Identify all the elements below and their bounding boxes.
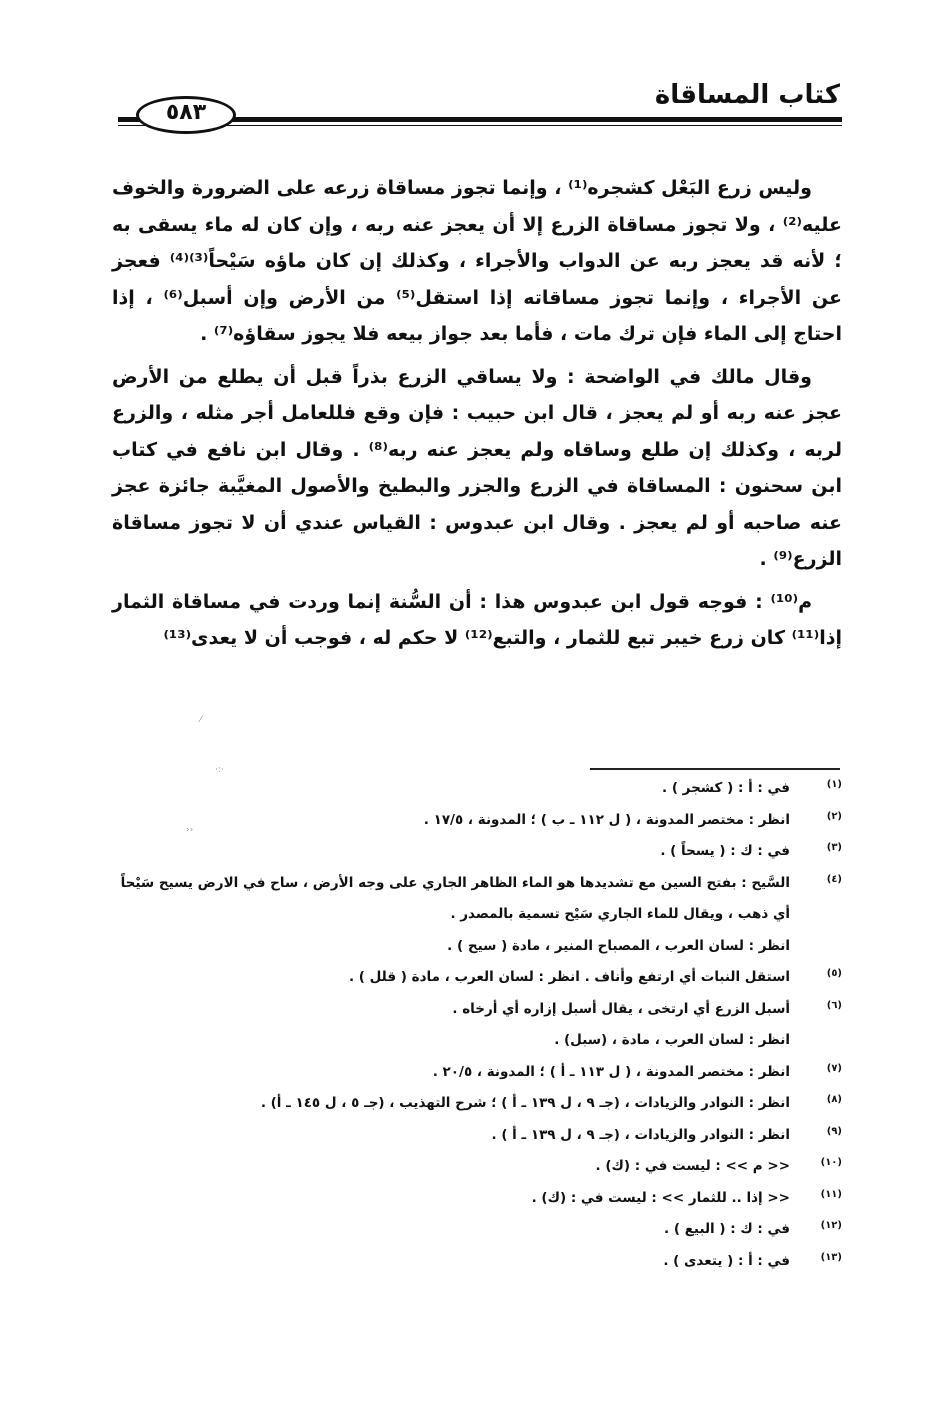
footnote-text: انظر : مختصر المدونة ، ( ل ١١٣ ـ أ ) ؛ المدونة ، ٢٠/٥ .: [432, 1063, 790, 1080]
footnote-text: انظر : مختصر المدونة ، ( ل ١١٢ ـ ب ) ؛ المدونة ، ١٧/٥ .: [423, 811, 790, 828]
page-number: ٥٨٣: [165, 100, 207, 125]
footnote-number: (٤): [826, 873, 842, 885]
footnote-number: (٣): [826, 842, 842, 853]
footnote-text: أسبل الزرع أي ارتخى ، يقال أسبل إزاره أي أرخاه .: [452, 1000, 790, 1017]
paragraph: م⁽¹⁰⁾ : فوجه قول ابن عبدوس هذا : أن السُّنة إنما وردت في مساقاة الثمار إذا⁽¹¹⁾ كان زرع خيبر تبع للثمار ، والتبع⁽¹²⁾ لا حكم له ، فوجب أن لا يعدى⁽¹³⁾: [112, 590, 842, 649]
footnote-number: (١): [826, 779, 842, 790]
footnote-number: (٥): [826, 968, 842, 979]
footnote-text: انظر : النوادر والزيادات ، (جـ ٩ ، ل ١٣٩ ـ أ ) ؛ شرح التهذيب ، (جـ ٥ ، ل ١٤٥ ـ أ) .: [260, 1095, 790, 1111]
footnote-number: (٧): [826, 1062, 842, 1074]
footnotes: [112, 773, 842, 1277]
footnote-text: استقل النبات أي ارتفع وأناف . انظر : لسان العرب ، مادة ( قلل ) .: [348, 969, 790, 985]
chapter-title: كتاب المساقاة: [654, 80, 840, 110]
footnote: [112, 773, 842, 805]
footnote-continuation: انظر : لسان العرب ، المصباح المنير ، مادة ( سيح ) .: [447, 937, 790, 954]
footnote: [112, 994, 842, 1026]
footnote-text: في : أ : ( كشجر ) .: [661, 780, 790, 796]
footnote: [112, 836, 842, 868]
footnote-text: في : ك : ( البيع ) .: [664, 1221, 790, 1237]
footnote: [112, 962, 842, 994]
footnote-continuation: انظر : لسان العرب ، مادة ، (سبل) .: [554, 1032, 790, 1048]
footnote-number: (٨): [826, 1094, 842, 1105]
footnote-text: << م >> : ليست في : (ك) .: [595, 1158, 790, 1174]
footnote-number: (١٣): [820, 1251, 842, 1263]
footnote-number: (٩): [826, 1125, 842, 1137]
footnote: [112, 1246, 842, 1278]
footnote: [112, 1183, 842, 1215]
footnote: [112, 805, 842, 837]
footnote: [112, 1088, 842, 1120]
footnote-text: انظر : النوادر والزيادات ، (جـ ٩ ، ل ١٣٩ ـ أ ) .: [491, 1126, 790, 1143]
scan-speck: ››: [186, 825, 194, 835]
scan-speck: ·:·: [215, 765, 224, 775]
footnote-text: في : ك : ( يسحاً ) .: [660, 843, 790, 859]
footnote: [112, 1057, 842, 1089]
footnote-number: (١١): [820, 1188, 842, 1200]
footnote-number: (٢): [826, 810, 842, 822]
footnote-number: (١٠): [820, 1157, 842, 1168]
footnote-text: << إذا .. للثمار >> : ليست في : (ك) .: [531, 1189, 790, 1206]
main-text: [112, 170, 842, 657]
paragraph: وقال مالك في الواضحة : ولا يساقي الزرع بذراً قبل أن يطلع من الأرض عجز عنه ربه أو لم يعجز ، قال ابن حبيب : فإن وقع فللعامل أجر مثله ، والزرع لربه ، وكذلك إن طلع وساقاه ولم يعجز عنه ربه⁽⁸⁾ . وقال ابن نافع في كتاب ابن سحنون : المساقاة في الزرع والجزر والبطيخ والأصول المغيَّبة جائزة عجز عنه صاحبه أو لم يعجز . وقال ابن عبدوس : القياس عندي أن لا تجوز مساقاة الزرع⁽⁹⁾ .: [112, 365, 842, 570]
scan-speck: ⁄: [200, 715, 202, 725]
footnote-number: (٦): [826, 999, 842, 1011]
footnote-number: (١٢): [820, 1220, 842, 1231]
footnote: [112, 1214, 842, 1246]
footnote-text: السَّيح : بفتح السين مع تشديدها هو الماء الظاهر الجاري على وجه الأرض ، ساح في الارض يسيح سَيْحاً أي ذهب ، ويقال للماء الجاري سَيْح تسمية بالمصدر .: [120, 874, 790, 922]
footnote-separator: [590, 768, 840, 770]
footnote: [112, 868, 842, 931]
footnote-text: في : أ : ( يتعدى ) .: [663, 1252, 790, 1269]
footnote: [112, 1120, 842, 1152]
paragraph: وليس زرع البَعْل كشجره⁽¹⁾ ، وإنما تجوز مساقاة زرعه على الضرورة والخوف عليه⁽²⁾ ، ولا تجوز مساقاة الزرع إلا أن يعجز عنه ربه ، وإن كان له ماء يسقى به ؛ لأنه قد يعجز ربه عن الدواب والأجراء ، وكذلك إن كان ماؤه سَيْحاً⁽³⁾⁽⁴⁾ فعجز عن الأجراء ، وإنما تجوز مساقاته إذا استقل⁽⁵⁾ من الأرض وإن أسبل⁽⁶⁾ ، إذا احتاج إلى الماء فإن ترك مات ، فأما بعد جواز بيعه فلا يجوز سقاؤه⁽⁷⁾ .: [112, 177, 842, 345]
footnote: [112, 1151, 842, 1183]
